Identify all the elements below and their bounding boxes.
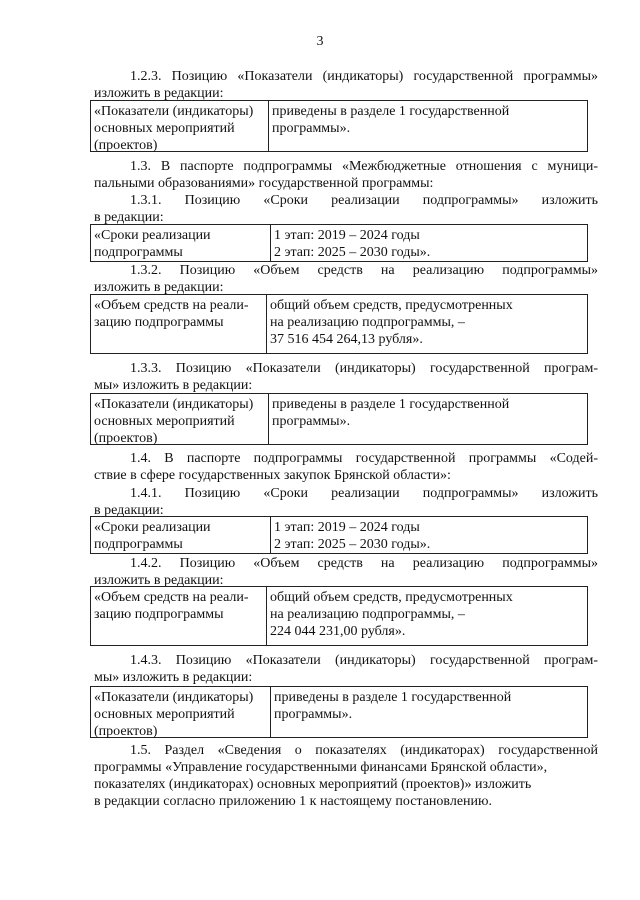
paragraph-continuation: программы «Управление государственными финансами Брянской области», показателях (индикаторах) основных мероприятий (проектов)» изложить в редакции согласно приложению 1 к настоящему постановлению.	[94, 760, 548, 809]
table-label-cell: «Показатели (индикаторы) основных мероприятий (проектов)	[91, 101, 269, 151]
paragraph-first-line: 1.3. В паспорте подпрограммы «Межбюджетные отношения с муници-	[130, 159, 598, 174]
paragraph-first-line: 1.2.3. Позицию «Показатели (индикаторы) государственной программы»	[130, 69, 598, 84]
table-label-cell: «Объем средств на реали- зацию подпрограммы	[91, 295, 267, 353]
passport-table-5	[90, 516, 588, 554]
table-value-cell: приведены в разделе 1 государственной программы».	[272, 104, 510, 136]
passport-table-4	[90, 393, 588, 445]
passport-table-3	[90, 294, 588, 354]
paragraph-first-line: 1.4.1. Позицию «Сроки реализации подпрограммы» изложить	[130, 486, 598, 501]
table-value-cell: общий объем средств, предусмотренных на реализацию подпрограммы, – 224 044 231,00 рубля».	[270, 590, 513, 639]
table-label-cell: «Сроки реализации подпрограммы	[91, 517, 271, 553]
paragraph-continuation: в редакции:	[94, 210, 164, 225]
paragraph-7	[94, 485, 598, 519]
paragraph-continuation: пальными образованиями» государственной программы:	[94, 176, 434, 191]
paragraph-first-line: 1.4.2. Позицию «Объем средств на реализацию подпрограммы»	[130, 556, 598, 571]
table-value-cell: приведены в разделе 1 государственной программы».	[274, 690, 512, 722]
paragraph-continuation: мы» изложить в редакции:	[94, 378, 253, 393]
paragraph-first-line: 1.3.2. Позицию «Объем средств на реализацию подпрограммы»	[130, 263, 598, 278]
passport-table-1	[90, 100, 588, 152]
paragraph-10	[94, 742, 598, 810]
passport-table-6	[90, 586, 588, 646]
paragraph-continuation: изложить в редакции:	[94, 573, 224, 588]
passport-table-7	[90, 686, 588, 738]
paragraph-continuation: изложить в редакции:	[94, 86, 224, 101]
paragraph-first-line: 1.3.1. Позицию «Сроки реализации подпрограммы» изложить	[130, 193, 598, 208]
paragraph-3	[94, 192, 598, 226]
paragraph-first-line: 1.4. В паспорте подпрограммы государственной программы «Содей-	[130, 451, 598, 466]
passport-table-2	[90, 224, 588, 262]
paragraph-first-line: 1.4.3. Позицию «Показатели (индикаторы) государственной програм-	[130, 653, 598, 668]
table-label-cell: «Показатели (индикаторы) основных мероприятий (проектов)	[91, 394, 269, 444]
table-value-cell: 1 этап: 2019 – 2024 годы 2 этап: 2025 – 2030 годы».	[274, 520, 431, 552]
paragraph-first-line: 1.5. Раздел «Сведения о показателях (индикаторах) государственной	[130, 743, 598, 758]
table-label-cell: «Показатели (индикаторы) основных мероприятий (проектов)	[91, 687, 271, 737]
paragraph-continuation: ствие в сфере государственных закупок Брянской области»:	[94, 468, 451, 483]
page-number: 3	[316, 34, 324, 49]
paragraph-continuation: в редакции:	[94, 503, 164, 518]
paragraph-continuation: мы» изложить в редакции:	[94, 670, 253, 685]
table-value-cell: 1 этап: 2019 – 2024 годы 2 этап: 2025 – 2030 годы».	[274, 228, 431, 260]
paragraph-8	[94, 555, 598, 589]
paragraph-4	[94, 262, 598, 296]
paragraph-2	[94, 158, 598, 192]
paragraph-1	[94, 68, 598, 102]
table-value-cell: приведены в разделе 1 государственной программы».	[272, 397, 510, 429]
paragraph-6	[94, 450, 598, 484]
paragraph-continuation: изложить в редакции:	[94, 280, 224, 295]
paragraph-first-line: 1.3.3. Позицию «Показатели (индикаторы) государственной програм-	[130, 361, 598, 376]
table-label-cell: «Сроки реализации подпрограммы	[91, 225, 271, 261]
paragraph-5	[94, 360, 598, 394]
paragraph-9	[94, 652, 598, 686]
table-label-cell: «Объем средств на реали- зацию подпрограммы	[91, 587, 267, 645]
table-value-cell: общий объем средств, предусмотренных на реализацию подпрограммы, – 37 516 454 264,13 рубля».	[270, 298, 513, 347]
